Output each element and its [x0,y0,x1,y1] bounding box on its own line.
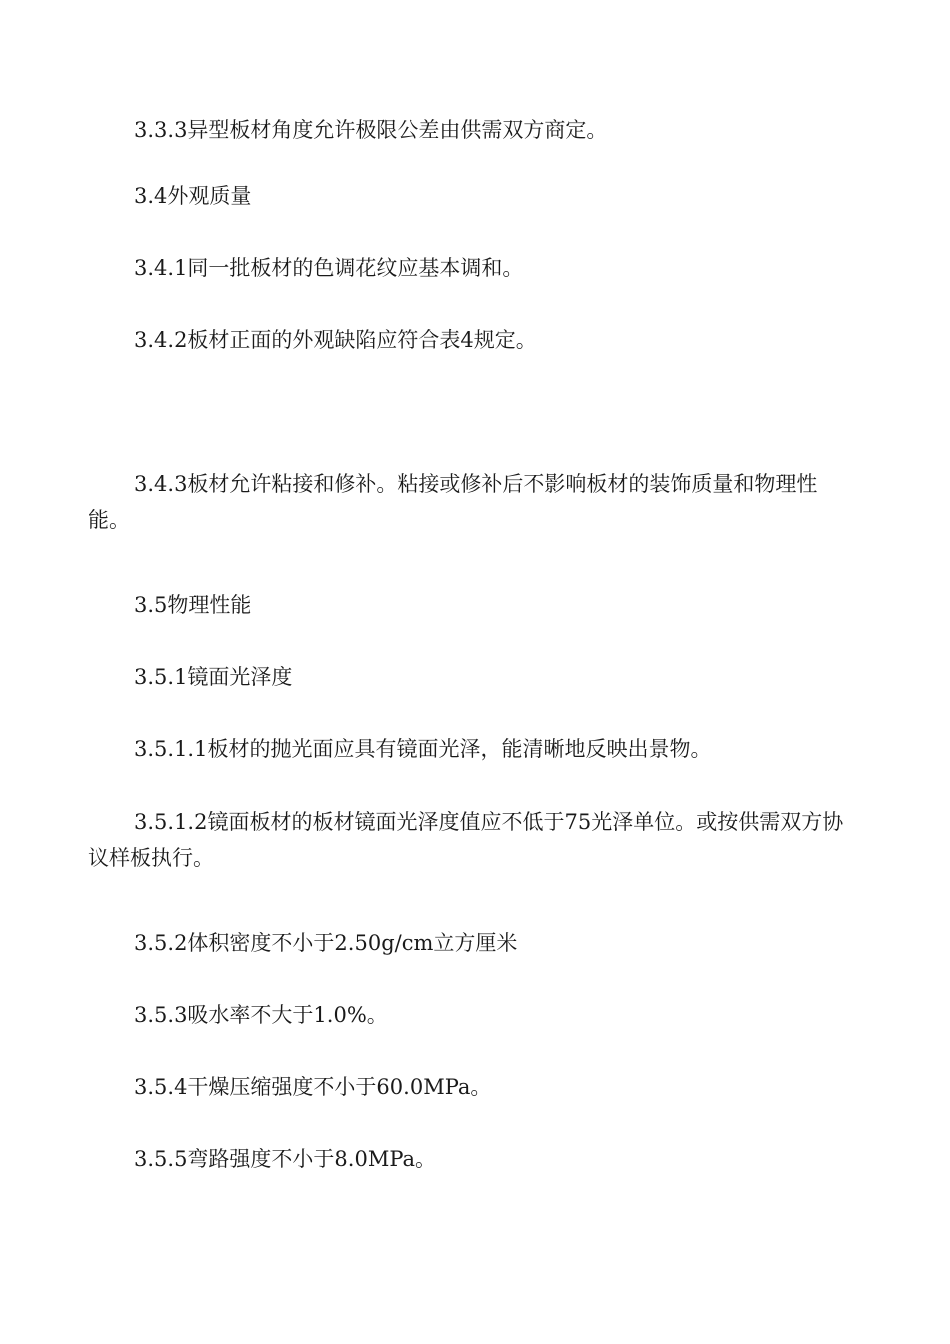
heading-3-4-appearance-quality: 3.4外观质量 [134,184,252,208]
section-3-5-2: 3.5.2体积密度不小于2.50g/cm立方厘米 [134,931,518,955]
heading-3-5-physical-properties: 3.5物理性能 [134,593,252,617]
section-3-5-1-1: 3.5.1.1板材的抛光面应具有镜面光泽，能清晰地反映出景物。 [134,737,712,761]
section-3-5-3: 3.5.3吸水率不大于1.0%。 [134,1003,388,1027]
section-3-5-4: 3.5.4干燥压缩强度不小于60.0MPa。 [134,1075,492,1099]
section-3-4-2: 3.4.2板材正面的外观缺陷应符合表4规定。 [134,328,537,352]
section-3-4-3: 3.4.3板材允许粘接和修补。粘接或修补后不影响板材的装饰质量和物理性能。 [88,472,818,532]
section-3-3-3: 3.3.3异型板材角度允许极限公差由供需双方商定。 [134,118,608,142]
heading-3-5-1-gloss: 3.5.1镜面光泽度 [134,665,293,689]
section-3-5-5: 3.5.5弯路强度不小于8.0MPa。 [134,1147,437,1171]
section-3-4-1: 3.4.1同一批板材的色调花纹应基本调和。 [134,256,524,280]
section-3-5-1-2: 3.5.1.2镜面板材的板材镜面光泽度值应不低于75光泽单位。或按供需双方协议样板执行。 [88,810,844,870]
